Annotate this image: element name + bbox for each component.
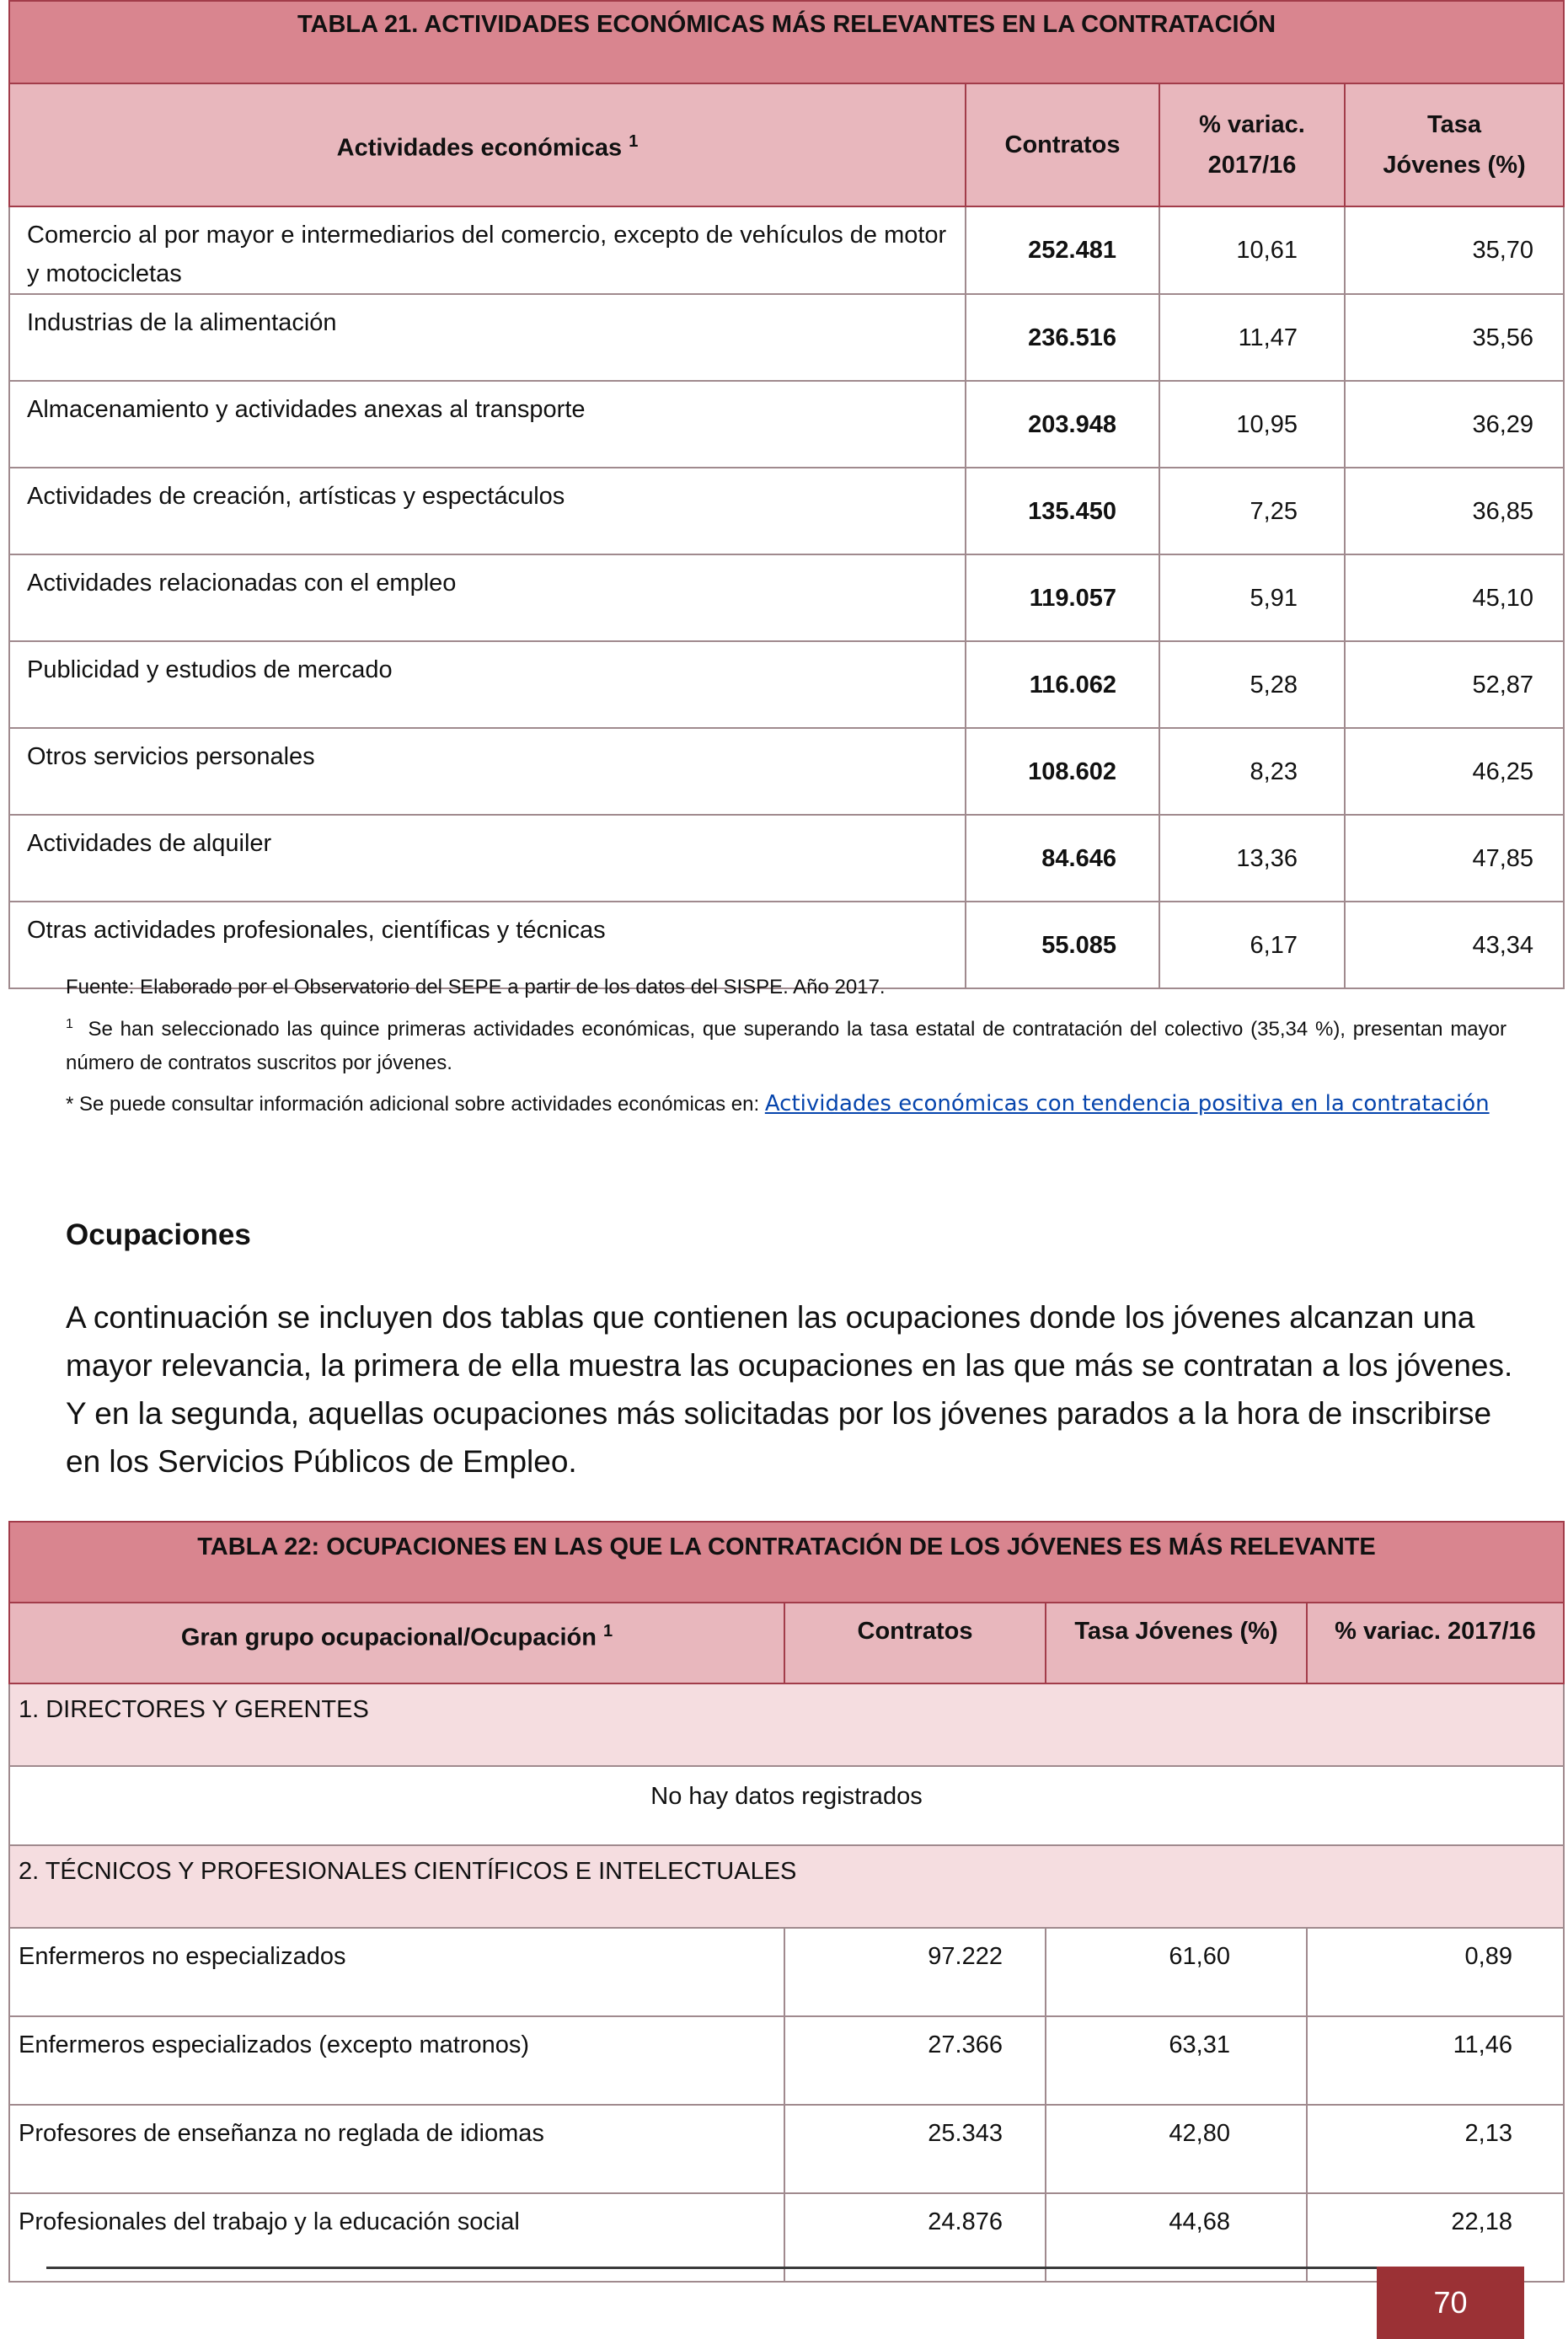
activity-cell: Actividades relacionadas con el empleo — [9, 554, 966, 641]
occupation-cell: Profesores de enseñanza no reglada de idiomas — [9, 2105, 784, 2193]
table-row — [9, 1928, 1564, 2016]
table-row — [9, 2105, 1564, 2193]
youth-rate-cell: 36,85 — [1345, 468, 1564, 554]
header-contracts-22: Contratos — [784, 1603, 1046, 1683]
activity-cell: Actividades de alquiler — [9, 815, 966, 902]
contracts-cell: 27.366 — [784, 2016, 1046, 2105]
header-contracts: Contratos — [966, 83, 1159, 206]
table-row — [9, 2016, 1564, 2105]
table-row — [9, 381, 1564, 468]
table-22 — [8, 1521, 1565, 2283]
variation-cell: 11,46 — [1307, 2016, 1564, 2105]
contracts-cell: 116.062 — [966, 641, 1159, 728]
table-21 — [8, 0, 1565, 989]
activity-cell: Industrias de la alimentación — [9, 294, 966, 381]
header-youth-rate: Tasa Jóvenes (%) — [1345, 83, 1564, 206]
contracts-cell: 135.450 — [966, 468, 1159, 554]
variation-cell: 10,95 — [1159, 381, 1345, 468]
header-activity: Actividades económicas $^1$ — [9, 83, 966, 206]
youth-rate-cell: 35,70 — [1345, 206, 1564, 294]
footer-divider — [46, 2267, 1378, 2269]
variation-cell: 22,18 — [1307, 2193, 1564, 2282]
occupation-cell: Enfermeros no especializados — [9, 1928, 784, 2016]
table-row — [9, 641, 1564, 728]
variation-cell: 13,36 — [1159, 815, 1345, 902]
youth-rate-cell: 61,60 — [1046, 1928, 1307, 2016]
activity-cell: Publicidad y estudios de mercado — [9, 641, 966, 728]
contracts-cell: 84.646 — [966, 815, 1159, 902]
footnote: $^1$ Se han seleccionado las quince primeras actividades económicas, que superando la tasa estatal de contratación del colectivo (35,34 %), presentan mayor número de contratos suscritos por jóvenes. — [66, 1017, 1506, 1074]
activity-cell: Otros servicios personales — [9, 728, 966, 815]
occupation-cell: Enfermeros especializados (excepto matronos) — [9, 2016, 784, 2105]
section-heading: Ocupaciones — [66, 1218, 251, 1251]
source-note: Fuente: Elaborado por el Observatorio del SEPE a partir de los datos del SISPE. Año 2017. — [66, 976, 886, 998]
contracts-cell: 55.085 — [966, 902, 1159, 988]
youth-rate-cell: 47,85 — [1345, 815, 1564, 902]
youth-rate-cell: 63,31 — [1046, 2016, 1307, 2105]
no-data-row: No hay datos registrados — [9, 1766, 1564, 1845]
contracts-cell: 24.876 — [784, 2193, 1046, 2282]
youth-rate-cell: 35,56 — [1345, 294, 1564, 381]
header-variation: % variac. 2017/16 — [1159, 83, 1345, 206]
variation-cell: 6,17 — [1159, 902, 1345, 988]
variation-cell: 5,28 — [1159, 641, 1345, 728]
variation-cell: 10,61 — [1159, 206, 1345, 294]
activity-cell: Otras actividades profesionales, científicas y técnicas — [9, 902, 966, 988]
contracts-cell: 97.222 — [784, 1928, 1046, 2016]
activity-cell: Comercio al por mayor e intermediarios del comercio, excepto de vehículos de motor y motocicletas — [9, 206, 966, 294]
contracts-cell: 119.057 — [966, 554, 1159, 641]
variation-cell: 8,23 — [1159, 728, 1345, 815]
youth-rate-cell: 52,87 — [1345, 641, 1564, 728]
youth-rate-cell: 46,25 — [1345, 728, 1564, 815]
variation-cell: 11,47 — [1159, 294, 1345, 381]
variation-cell: 7,25 — [1159, 468, 1345, 554]
contracts-cell: 236.516 — [966, 294, 1159, 381]
table-row — [9, 468, 1564, 554]
table-row — [9, 554, 1564, 641]
table-row — [9, 206, 1564, 294]
table-21-title: TABLA 21. ACTIVIDADES ECONÓMICAS MÁS RELEVANTES EN LA CONTRATACIÓN — [9, 1, 1564, 83]
activity-cell: Actividades de creación, artísticas y espectáculos — [9, 468, 966, 554]
youth-rate-cell: 43,34 — [1345, 902, 1564, 988]
youth-rate-cell: 36,29 — [1345, 381, 1564, 468]
group-2-label: 2. TÉCNICOS Y PROFESIONALES CIENTÍFICOS E INTELECTUALES — [9, 1845, 1564, 1928]
group-1-label: 1. DIRECTORES Y GERENTES — [9, 1683, 1564, 1766]
occupation-cell: Profesionales del trabajo y la educación social — [9, 2193, 784, 2282]
table-22-title: TABLA 22: OCUPACIONES EN LAS QUE LA CONTRATACIÓN DE LOS JÓVENES ES MÁS RELEVANTE — [9, 1522, 1564, 1603]
activity-cell: Almacenamiento y actividades anexas al transporte — [9, 381, 966, 468]
table-row — [9, 294, 1564, 381]
youth-rate-cell: 45,10 — [1345, 554, 1564, 641]
header-youth-rate-22: Tasa Jóvenes (%) — [1046, 1603, 1307, 1683]
header-occupation: Gran grupo ocupacional/Ocupación $^1$ — [9, 1603, 784, 1683]
contracts-cell: 252.481 — [966, 206, 1159, 294]
variation-cell: 0,89 — [1307, 1928, 1564, 2016]
extra-info-note: * Se puede consultar información adicional sobre actividades económicas en: Actividades económicas con tendencia positiva en la contratación — [66, 1091, 1490, 1116]
variation-cell: 5,91 — [1159, 554, 1345, 641]
section-paragraph: A continuación se incluyen dos tablas que contienen las ocupaciones donde los jóvenes alcanzan una mayor relevancia, la primera de ella muestra las ocupaciones en las que más se contratan a los jóvenes. Y en la segunda, aquellas ocupaciones más solicitadas por los jóvenes parados a la hora de inscribirse en los Servicios Públicos de Empleo. — [66, 1300, 1513, 1479]
variation-cell: 2,13 — [1307, 2105, 1564, 2193]
contracts-cell: 108.602 — [966, 728, 1159, 815]
contracts-cell: 203.948 — [966, 381, 1159, 468]
activities-link[interactable]: Actividades económicas con tendencia positiva en la contratación — [764, 1091, 1490, 1116]
youth-rate-cell: 42,80 — [1046, 2105, 1307, 2193]
header-variation-22: % variac. 2017/16 — [1307, 1603, 1564, 1683]
table-row — [9, 728, 1564, 815]
contracts-cell: 25.343 — [784, 2105, 1046, 2193]
table-row — [9, 815, 1564, 902]
page-number: 70 — [1377, 2267, 1524, 2339]
youth-rate-cell: 44,68 — [1046, 2193, 1307, 2282]
